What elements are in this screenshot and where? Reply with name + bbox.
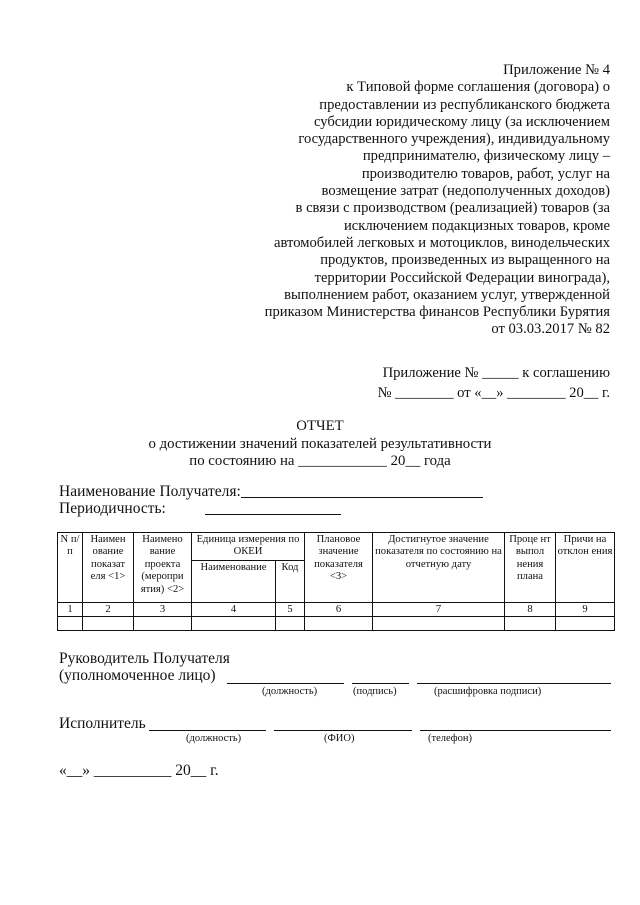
head-label-line1: Руководитель Получателя [59, 650, 230, 667]
recipient-label: Наименование Получателя: [59, 483, 241, 500]
header-line: продуктов, произведенных из выращенного на [320, 252, 610, 269]
header-line: субсидии юридическому лицу (за исключением [313, 113, 610, 130]
header-line: к Типовой форме соглашения (договора) о [346, 79, 610, 96]
table-cell[interactable] [373, 617, 505, 631]
header-indicator: Наимен ование показат еля <1> [83, 533, 134, 603]
caption-position: (должность) [186, 733, 242, 744]
head-position-line[interactable] [227, 683, 344, 684]
column-number: 5 [276, 603, 305, 617]
annex-line-2: № ________ от «__» ________ 20__ г. [377, 385, 610, 401]
header-line: территории Российской Федерации винограда), [314, 269, 610, 286]
column-number: 4 [192, 603, 276, 617]
header-line: выполнением работ, оказанием услуг, утвержденной [284, 286, 610, 303]
table-cell[interactable] [505, 617, 556, 631]
header-line: в связи с производством (реализацией) товаров (за [295, 200, 610, 217]
annex-line-1: Приложение № _____ к соглашению [382, 365, 610, 381]
header-line: от 03.03.2017 № 82 [491, 321, 610, 338]
column-number: 7 [373, 603, 505, 617]
date-line: «__» __________ 20__ г. [59, 762, 219, 779]
header-percent: Проце нт выпол нения плана [505, 533, 556, 603]
recipient-input-line[interactable] [241, 497, 483, 498]
indicators-table [57, 532, 615, 631]
column-number: 3 [134, 603, 192, 617]
periodicity-label: Периодичность: [59, 500, 166, 517]
header-line: исключением подакцизных товаров, кроме [344, 217, 610, 234]
caption-decoding: (расшифровка подписи) [434, 686, 542, 697]
header-unit-code: Код [276, 561, 305, 603]
header-line: возмещение затрат (недополученных доходов) [321, 183, 610, 200]
header-line: автомобилей легковых и мотоциклов, винодельческих [274, 234, 610, 251]
report-title: ОТЧЕТ [296, 418, 344, 434]
header-n: N п/п [58, 533, 83, 603]
table-cell[interactable] [192, 617, 276, 631]
document-header [190, 62, 610, 339]
table-cell[interactable] [276, 617, 305, 631]
header-line: предоставлении из республиканского бюджета [319, 96, 610, 113]
header-plan: Плановое значение показателя <3> [305, 533, 373, 603]
executor-fio-line[interactable] [274, 730, 412, 731]
head-label-line2: (уполномоченное лицо) [59, 667, 216, 684]
table-cell[interactable] [83, 617, 134, 631]
header-project: Наимено вание проекта (меропри ятия) <2> [134, 533, 192, 603]
annex-reference [378, 363, 610, 403]
header-achieved: Достигнутое значение показателя по состоянию на отчетную дату [373, 533, 505, 603]
caption-position: (должность) [262, 686, 318, 697]
column-number: 1 [58, 603, 83, 617]
header-unit: Единица измерения по ОКЕИ [192, 533, 305, 561]
header-line: приказом Министерства финансов Республики Бурятия [264, 304, 610, 321]
column-number: 2 [83, 603, 134, 617]
executor-label: Исполнитель [59, 715, 146, 732]
header-unit-name: Наименование [192, 561, 276, 603]
header-line: предпринимателю, физическому лицу – [362, 148, 610, 165]
header-line: Приложение № 4 [503, 62, 610, 78]
table-cell[interactable] [58, 617, 83, 631]
executor-phone-line[interactable] [420, 730, 611, 731]
table-cell[interactable] [305, 617, 373, 631]
header-line: государственного учреждения), индивидуальному [298, 131, 610, 148]
column-number: 8 [505, 603, 556, 617]
column-number: 9 [556, 603, 615, 617]
report-date: по состоянию на ____________ 20__ года [189, 453, 451, 469]
header-line: производителю товаров, работ, услуг на [361, 165, 610, 182]
caption-fio: (ФИО) [324, 733, 355, 744]
head-signature-line[interactable] [352, 683, 409, 684]
table-cell[interactable] [134, 617, 192, 631]
caption-signature: (подпись) [353, 686, 397, 697]
header-reasons: Причи на отклон ения [556, 533, 615, 603]
executor-position-line[interactable] [149, 730, 266, 731]
report-subtitle: о достижении значений показателей результативности [148, 436, 492, 452]
head-decoding-line[interactable] [417, 683, 611, 684]
table-cell[interactable] [556, 617, 615, 631]
periodicity-input-line[interactable] [205, 514, 341, 515]
caption-phone: (телефон) [428, 733, 472, 744]
column-number: 6 [305, 603, 373, 617]
